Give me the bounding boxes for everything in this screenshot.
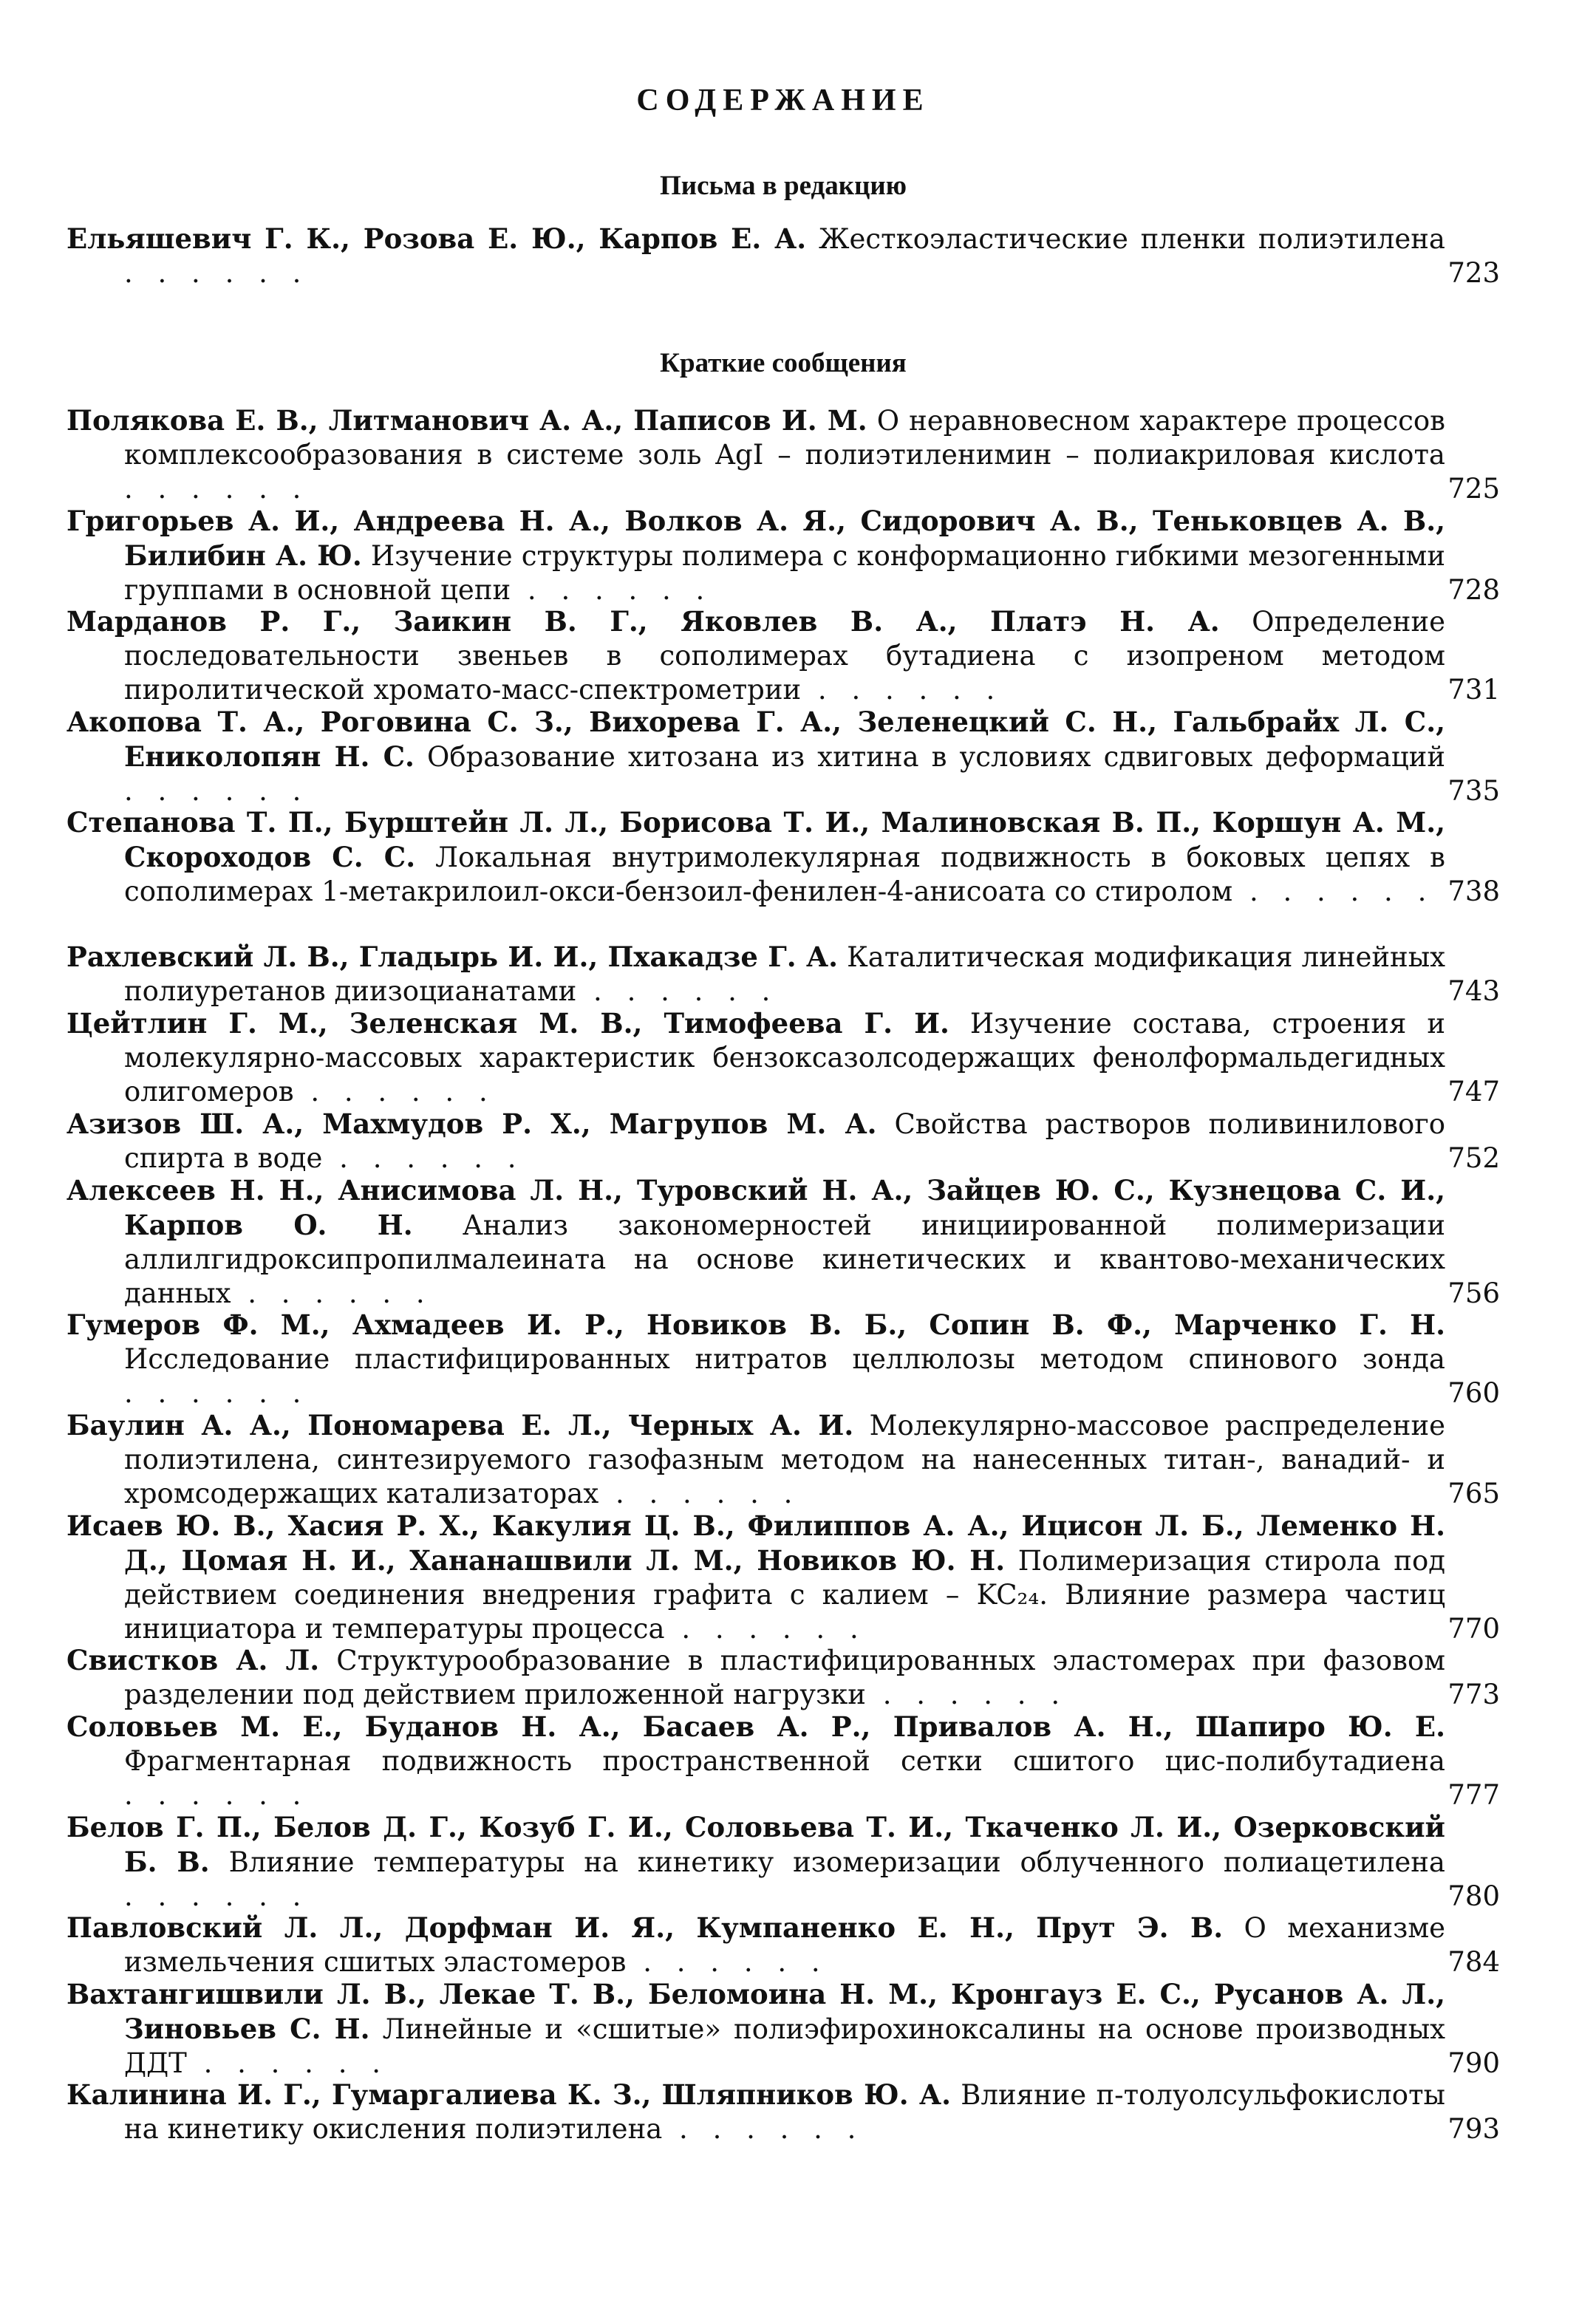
toc-entry — [66, 1911, 1500, 1979]
entry-page-number: 793 — [1447, 2113, 1500, 2145]
entry-title: Исследование пластифицированных нитратов целлюлозы методом спинового зонда — [124, 1343, 1445, 1375]
entry-authors: Белов Г. П., Белов Д. Г., Козуб Г. И., Соловьева Т. И., Ткаченко Л. И., Озерковский Б. В. — [66, 1811, 1445, 1878]
dot-leader: . . . . . . — [626, 1946, 828, 1978]
dot-leader: . . . . . . — [124, 1779, 310, 1811]
entry-page-number: 760 — [1447, 1377, 1500, 1409]
entry-title: Определение последовательности звеньев в сополимерах бутадиена с изопреном методом пиролитической хромато-масс-спектрометрии — [124, 606, 1446, 706]
entry-title: Жесткоэластические пленки полиэтилена — [818, 223, 1445, 255]
dot-leader: . . . . . . — [186, 2047, 389, 2079]
toc-entry — [66, 1006, 1500, 1109]
entry-title: Полимеризация стирола под действием соединения внедрения графита с калием – KC₂₄. Влияние размера частиц инициатора и температуры процесса — [124, 1545, 1445, 1645]
entry-authors: Исаев Ю. В., Хасия Р. Х., Какулия Ц. В., Филиппов А. А., Ицисон Л. Б., Леменко Н. Д., Цомая Н. И., Хананашвили Л. М., Новиков Ю. Н. — [66, 1509, 1445, 1577]
entry-title: Свойства растворов поливинилового спирта в воде — [124, 1108, 1445, 1174]
dot-leader: . . . . . . — [662, 2113, 864, 2145]
dot-leader: . . . . . . — [124, 775, 310, 807]
entry-authors: Азизов Ш. А., Махмудов Р. Х., Магрупов М. А. — [66, 1108, 877, 1140]
toc-entry — [66, 1408, 1500, 1511]
entry-page-number: 738 — [1447, 876, 1500, 907]
dot-leader: . . . . . . — [576, 975, 779, 1007]
entry-authors: Степанова Т. П., Бурштейн Л. Л., Борисова Т. И., Малиновская В. П., Коршун А. М., Скороходов С. С. — [66, 806, 1445, 873]
toc-entry — [66, 1107, 1500, 1175]
entry-page-number: 752 — [1447, 1142, 1500, 1174]
entry-page-number: 790 — [1447, 2047, 1500, 2079]
dot-leader: . . . . . . — [801, 674, 1003, 706]
entry-title: О механизме измельчения сшитых эластомеров — [124, 1912, 1446, 1978]
entry-title: Линейные и «сшитые» полиэфирохиноксалины на основе производных ДДТ — [124, 2013, 1446, 2079]
dot-leader: . . . . . . — [293, 1076, 496, 1108]
entry-title: Анализ закономерностей инициированной полимеризации аллилгидроксипропилмалеината на основе кинетических и квантово-механических данных — [124, 1209, 1445, 1309]
entry-authors: Григорьев А. И., Андреева Н. А., Волков А. Я., Сидорович А. В., Теньковцев А. В., Билибин А. Ю. — [66, 505, 1445, 572]
toc-entry — [66, 1509, 1500, 1646]
entry-authors: Полякова Е. В., Литманович А. А., Паписов И. М. — [66, 404, 867, 437]
entry-page-number: 777 — [1447, 1779, 1500, 1811]
dot-leader: . . . . . . — [511, 574, 713, 606]
toc-entry — [66, 1173, 1500, 1311]
entry-authors: Вахтангишвили Л. В., Лекае Т. В., Беломоина Н. М., Кронгауз Е. С., Русанов А. Л., Зиновьев С. Н. — [66, 1978, 1445, 2045]
entry-title: Локальная внутримолекулярная подвижность в боковых цепях в сополимерах 1-метакрилоил-окси-бензоил-фенилен-4-анисоата со стиролом — [124, 842, 1445, 907]
toc-entry — [66, 705, 1500, 808]
entry-title: Влияние температуры на кинетику изомеризации облученного полиацетилена — [228, 1846, 1445, 1878]
entry-title: Изучение состава, строения и молекулярно-массовых характеристик бензоксазолсодержащих фенолформальдегидных олигомеров — [124, 1008, 1445, 1108]
entry-authors: Гумеров Ф. М., Ахмадеев И. Р., Новиков В. Б., Сопин В. Ф., Марченко Г. Н. — [66, 1308, 1445, 1341]
toc-entry — [66, 604, 1500, 707]
entry-authors: Ельяшевич Г. К., Розова Е. Ю., Карпов Е. А. — [66, 222, 807, 255]
dot-leader: . . . . . . — [124, 257, 310, 289]
toc-entry — [66, 504, 1500, 607]
entry-page-number: 773 — [1447, 1679, 1500, 1710]
entry-title: Структурообразование в пластифицированных эластомерах при фазовом разделении под действием приложенной нагрузки — [124, 1645, 1445, 1710]
entry-authors: Павловский Л. Л., Дорфман И. Я., Кумпаненко Е. Н., Прут Э. В. — [66, 1911, 1224, 1944]
entry-page-number: 743 — [1447, 975, 1500, 1007]
entry-title: О неравновесном характере процессов комплексообразования в системе золь AgI – полиэтиленимин – полиакриловая кислота — [124, 405, 1445, 471]
entry-authors: Цейтлин Г. М., Зеленская М. В., Тимофеева Г. И. — [66, 1007, 949, 1040]
dot-leader: . . . . . . — [664, 1613, 867, 1645]
entry-authors: Алексеев Н. Н., Анисимова Л. Н., Туровский Н. А., Зайцев Ю. С., Кузнецова С. И., Карпов О. Н. — [66, 1174, 1445, 1241]
entry-title: Фрагментарная подвижность пространственной сетки сшитого цис-полибутадиена — [124, 1745, 1445, 1777]
page-title: СОДЕРЖАНИЕ — [636, 83, 930, 117]
entry-page-number: 765 — [1447, 1478, 1500, 1509]
section-heading: Письма в редакцию — [660, 171, 907, 201]
dot-leader: . . . . . . — [124, 1377, 310, 1409]
toc-entry — [66, 1643, 1500, 1712]
entry-page-number: 747 — [1447, 1076, 1500, 1108]
dot-leader: . . . . . . — [124, 473, 310, 505]
dot-leader: . . . . . . — [231, 1277, 433, 1309]
dot-leader: . . . . . . — [124, 1880, 310, 1912]
entry-page-number: 756 — [1447, 1277, 1500, 1309]
entry-authors: Свистков А. Л. — [66, 1644, 320, 1676]
entry-page-number: 784 — [1447, 1946, 1500, 1978]
toc-entry — [66, 940, 1500, 1009]
entry-authors: Марданов Р. Г., Заикин В. Г., Яковлев В. А., Платэ Н. А. — [66, 605, 1220, 638]
dot-leader: . . . . . . — [598, 1478, 801, 1509]
entry-page-number: 725 — [1447, 473, 1500, 505]
entry-page-number: 735 — [1447, 775, 1500, 807]
dot-leader: . . . . . . — [1232, 876, 1435, 907]
entry-title: Каталитическая модификация линейных полиуретанов диизоцианатами — [124, 941, 1446, 1007]
toc-entry — [66, 2078, 1500, 2146]
section-heading: Краткие сообщения — [660, 348, 907, 378]
dot-leader: . . . . . . — [322, 1142, 525, 1174]
entry-authors: Соловьев М. Е., Буданов Н. А., Басаев А. Р., Привалов А. Н., Шапиро Ю. Е. — [66, 1710, 1445, 1743]
entry-page-number: 728 — [1447, 574, 1500, 606]
entry-title: Молекулярно-массовое распределение полиэтилена, синтезируемого газофазным методом на нанесенных титан-, ванадий- и хромсодержащих катализаторах — [124, 1410, 1445, 1509]
entry-page-number: 770 — [1447, 1613, 1500, 1645]
toc-entry — [66, 403, 1500, 506]
toc-entry — [66, 1810, 1500, 1914]
entry-authors: Акопова Т. А., Роговина С. З., Вихорева Г. А., Зеленецкий С. Н., Гальбрайх Л. С., Ениколопян Н. С. — [66, 706, 1445, 773]
entry-authors: Баулин А. А., Пономарева Е. Л., Черных А. И. — [66, 1409, 854, 1441]
entry-page-number: 731 — [1447, 674, 1500, 706]
entry-authors: Калинина И. Г., Гумаргалиева К. З., Шляпников Ю. А. — [66, 2078, 952, 2111]
toc-entry — [66, 222, 1500, 290]
entry-title: Образование хитозана из хитина в условиях сдвиговых деформаций — [427, 741, 1446, 773]
entry-title: Изучение структуры полимера с конформационно гибкими мезогенными группами в основной цепи — [124, 540, 1445, 606]
toc-entry — [66, 805, 1500, 909]
dot-leader: . . . . . . — [865, 1679, 1068, 1710]
toc-entry — [66, 1977, 1500, 2081]
entry-title: Влияние п-толуолсульфокислоты на кинетику окисления полиэтилена — [124, 2079, 1445, 2145]
toc-entry — [66, 1308, 1500, 1410]
toc-entry — [66, 1710, 1500, 1812]
entry-page-number: 780 — [1447, 1880, 1500, 1912]
entry-page-number: 723 — [1447, 257, 1500, 289]
entry-authors: Рахлевский Л. В., Гладырь И. И., Пхакадзе Г. А. — [66, 941, 838, 973]
